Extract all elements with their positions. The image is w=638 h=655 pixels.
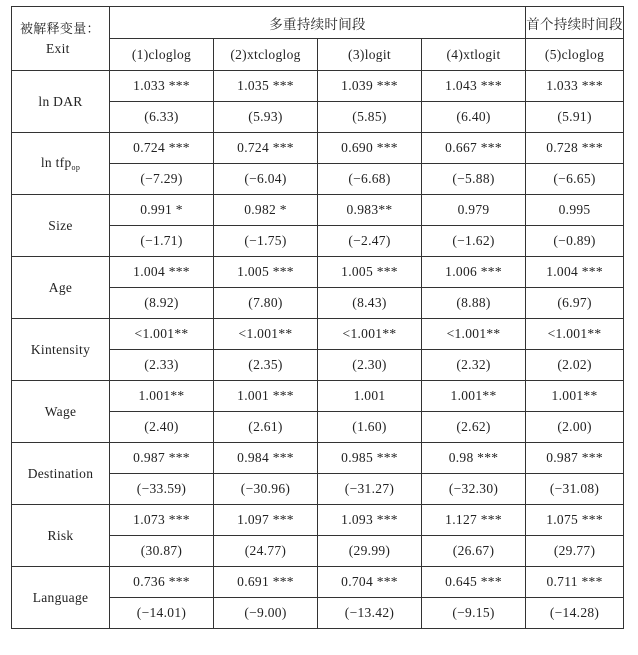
variable-name-cell: ln DAR <box>12 71 110 133</box>
coefficient-cell: 0.983** <box>318 195 422 226</box>
variable-name-cell: Language <box>12 567 110 629</box>
variable-name-cell: Destination <box>12 443 110 505</box>
variable-name-cell: Age <box>12 257 110 319</box>
t-statistic-cell: (6.97) <box>526 288 624 319</box>
coefficient-cell: 0.736 *** <box>110 567 214 598</box>
t-statistic-cell: (−31.27) <box>318 474 422 505</box>
t-statistic-cell: (5.85) <box>318 102 422 133</box>
column-header-model-2: (2)xtcloglog <box>214 39 318 71</box>
coefficient-cell: <1.001** <box>214 319 318 350</box>
t-statistic-cell: (29.77) <box>526 536 624 567</box>
t-statistic-cell: (−2.47) <box>318 226 422 257</box>
t-statistic-cell: (6.40) <box>422 102 526 133</box>
coefficient-cell: 0.645 *** <box>422 567 526 598</box>
t-statistic-cell: (2.30) <box>318 350 422 381</box>
coefficient-cell: 1.035 *** <box>214 71 318 102</box>
t-statistic-cell: (−32.30) <box>422 474 526 505</box>
coefficient-cell: 1.001 <box>318 381 422 412</box>
coefficient-cell: 0.987 *** <box>526 443 624 474</box>
group-header-multiple-spells: 多重持续时间段 <box>110 7 526 39</box>
coefficient-cell: 0.979 <box>422 195 526 226</box>
dependent-variable-name: Exit <box>46 41 70 56</box>
variable-name-cell: Kintensity <box>12 319 110 381</box>
coefficient-row <box>12 133 624 164</box>
coefficient-cell: 1.001 *** <box>214 381 318 412</box>
variable-name-cell: Risk <box>12 505 110 567</box>
coefficient-cell: 1.001** <box>110 381 214 412</box>
coefficient-cell: 1.004 *** <box>526 257 624 288</box>
coefficient-cell: 0.987 *** <box>110 443 214 474</box>
t-statistic-cell: (2.61) <box>214 412 318 443</box>
coefficient-cell: 1.039 *** <box>318 71 422 102</box>
coefficient-cell: <1.001** <box>110 319 214 350</box>
t-statistic-cell: (−6.04) <box>214 164 318 195</box>
coefficient-cell: 1.043 *** <box>422 71 526 102</box>
coefficient-cell: 1.127 *** <box>422 505 526 536</box>
coefficient-cell: 0.991 * <box>110 195 214 226</box>
t-statistic-cell: (2.35) <box>214 350 318 381</box>
coefficient-cell: 1.006 *** <box>422 257 526 288</box>
t-statistic-cell: (−1.71) <box>110 226 214 257</box>
coefficient-row <box>12 381 624 412</box>
dependent-variable-label: 被解释变量： <box>20 22 100 37</box>
coefficient-cell: 1.005 *** <box>318 257 422 288</box>
coefficient-cell: 1.075 *** <box>526 505 624 536</box>
coefficient-cell: 0.728 *** <box>526 133 624 164</box>
coefficient-cell: 0.995 <box>526 195 624 226</box>
t-statistic-cell: (−13.42) <box>318 598 422 629</box>
t-statistic-cell: (−14.28) <box>526 598 624 629</box>
column-header-model-5: (5)cloglog <box>526 39 624 71</box>
t-statistic-cell: (2.02) <box>526 350 624 381</box>
t-statistic-cell: (1.60) <box>318 412 422 443</box>
coefficient-cell: <1.001** <box>422 319 526 350</box>
coefficient-row <box>12 505 624 536</box>
coefficient-cell: 0.985 *** <box>318 443 422 474</box>
coefficient-row <box>12 319 624 350</box>
t-statistic-cell: (−31.08) <box>526 474 624 505</box>
coefficient-cell: 0.667 *** <box>422 133 526 164</box>
t-statistic-cell: (−14.01) <box>110 598 214 629</box>
t-statistic-cell: (29.99) <box>318 536 422 567</box>
t-statistic-cell: (−9.15) <box>422 598 526 629</box>
variable-name: ln tfp <box>40 155 72 170</box>
t-statistic-cell: (7.80) <box>214 288 318 319</box>
variable-name-cell: Size <box>12 195 110 257</box>
t-statistic-cell: (2.40) <box>110 412 214 443</box>
dependent-variable-cell <box>12 7 110 71</box>
t-statistic-cell: (−6.65) <box>526 164 624 195</box>
t-statistic-cell: (24.77) <box>214 536 318 567</box>
t-statistic-cell: (2.33) <box>110 350 214 381</box>
t-statistic-cell: (8.92) <box>110 288 214 319</box>
variable-name-cell <box>12 133 110 195</box>
column-header-model-1: (1)cloglog <box>110 39 214 71</box>
coefficient-cell: 1.093 *** <box>318 505 422 536</box>
coefficient-cell: <1.001** <box>526 319 624 350</box>
coefficient-cell: 0.982 * <box>214 195 318 226</box>
t-statistic-cell: (−7.29) <box>110 164 214 195</box>
t-statistic-cell: (2.62) <box>422 412 526 443</box>
t-statistic-cell: (−33.59) <box>110 474 214 505</box>
t-statistic-cell: (−5.88) <box>422 164 526 195</box>
coefficient-row <box>12 567 624 598</box>
t-statistic-cell: (6.33) <box>110 102 214 133</box>
coefficient-cell: 1.001** <box>422 381 526 412</box>
t-statistic-cell: (−0.89) <box>526 226 624 257</box>
coefficient-row <box>12 257 624 288</box>
coefficient-cell: 1.001** <box>526 381 624 412</box>
coefficient-cell: 1.033 *** <box>526 71 624 102</box>
coefficient-cell: 1.033 *** <box>110 71 214 102</box>
coefficient-row <box>12 443 624 474</box>
coefficient-cell: 0.690 *** <box>318 133 422 164</box>
t-statistic-cell: (−1.75) <box>214 226 318 257</box>
regression-table <box>11 6 624 629</box>
t-statistic-cell: (−30.96) <box>214 474 318 505</box>
coefficient-cell: 1.005 *** <box>214 257 318 288</box>
coefficient-cell: 1.004 *** <box>110 257 214 288</box>
t-statistic-cell: (−9.00) <box>214 598 318 629</box>
t-statistic-cell: (30.87) <box>110 536 214 567</box>
coefficient-cell: 0.984 *** <box>214 443 318 474</box>
coefficient-cell: <1.001** <box>318 319 422 350</box>
coefficient-cell: 0.98 *** <box>422 443 526 474</box>
t-statistic-cell: (2.00) <box>526 412 624 443</box>
t-statistic-cell: (−6.68) <box>318 164 422 195</box>
t-statistic-cell: (26.67) <box>422 536 526 567</box>
t-statistic-cell: (5.93) <box>214 102 318 133</box>
column-header-model-4: (4)xtlogit <box>422 39 526 71</box>
coefficient-row <box>12 195 624 226</box>
coefficient-row <box>12 71 624 102</box>
coefficient-cell: 0.711 *** <box>526 567 624 598</box>
t-statistic-cell: (2.32) <box>422 350 526 381</box>
coefficient-cell: 1.073 *** <box>110 505 214 536</box>
t-statistic-cell: (5.91) <box>526 102 624 133</box>
t-statistic-cell: (−1.62) <box>422 226 526 257</box>
t-statistic-cell: (8.43) <box>318 288 422 319</box>
variable-name-cell: Wage <box>12 381 110 443</box>
column-header-model-3: (3)logit <box>318 39 422 71</box>
coefficient-cell: 0.724 *** <box>110 133 214 164</box>
t-statistic-cell: (8.88) <box>422 288 526 319</box>
coefficient-cell: 0.704 *** <box>318 567 422 598</box>
variable-subscript: op <box>71 163 81 172</box>
coefficient-cell: 1.097 *** <box>214 505 318 536</box>
group-header-first-spell: 首个持续时间段 <box>526 7 624 39</box>
header-row-groups <box>12 7 624 39</box>
coefficient-cell: 0.691 *** <box>214 567 318 598</box>
coefficient-cell: 0.724 *** <box>214 133 318 164</box>
